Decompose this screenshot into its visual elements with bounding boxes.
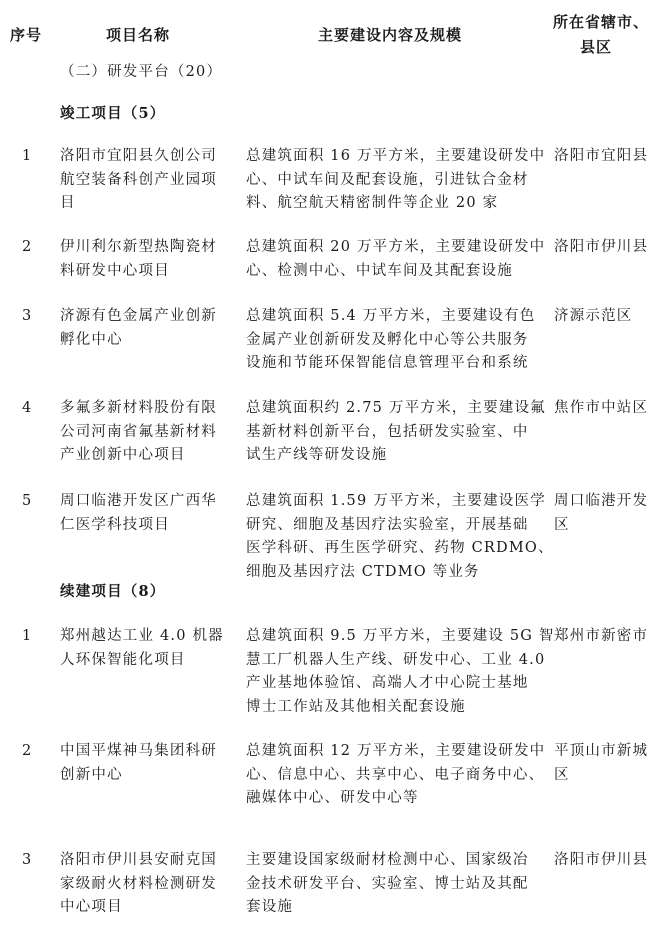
project-name-line: 周口临港开发区广西华 — [60, 493, 217, 509]
content-line: 慧工厂机器人生产线、研发中心、工业 4.0 — [246, 651, 546, 668]
project-name-line: 郑州越达工业 4.0 机器 — [60, 628, 224, 644]
row-seq: 5 — [22, 493, 33, 509]
content-line: 研究、细胞及基因疗法实验室，开展基础 — [246, 516, 529, 533]
project-name-line: 济源有色金属产业创新 — [60, 308, 217, 324]
header-location-line2: 县区 — [580, 38, 613, 56]
row-seq: 3 — [22, 852, 33, 868]
content-line: 总建筑面积 12 万平方米，主要建设研发中 — [246, 743, 546, 759]
project-name-line: 孵化中心 — [60, 331, 123, 348]
content-line: 设施和节能环保智能信息管理平台和系统 — [246, 355, 529, 371]
content-line: 总建筑面积约 2.75 万平方米，主要建设氟 — [246, 400, 546, 416]
group-title-continuing: 续建项目（8） — [60, 583, 166, 600]
content-line: 料、航空航天精密制件等企业 20 家 — [246, 195, 499, 211]
content-line: 融媒体中心、研发中心等 — [246, 790, 419, 806]
location-line: 洛阳市伊川县 — [554, 239, 649, 255]
row-seq: 3 — [22, 308, 33, 324]
content-line: 总建筑面积 1.59 万平方米，主要建设医学 — [246, 493, 546, 509]
project-name-line: 中国平煤神马集团科研 — [60, 743, 217, 759]
location-line: 郑州市新密市 — [554, 628, 649, 644]
content-line: 细胞及基因疗法 CTDMO 等业务 — [246, 563, 480, 580]
project-name-line: 伊川利尔新型热陶瓷材 — [60, 239, 217, 255]
project-name-line: 中心项目 — [60, 899, 123, 915]
location-line: 区 — [554, 766, 570, 783]
content-line: 金技术研发平台、实验室、博士站及其配 — [246, 875, 529, 892]
content-line: 博士工作站及其他相关配套设施 — [246, 698, 466, 715]
location-line: 平顶山市新城 — [554, 743, 649, 759]
location-line: 洛阳市伊川县 — [554, 852, 649, 868]
location-line: 洛阳市宜阳县 — [554, 148, 649, 164]
content-line: 主要建设国家级耐材检测中心、国家级冶 — [246, 852, 529, 868]
project-name-line: 家级耐火材料检测研发 — [60, 875, 217, 892]
header-location-line1: 所在省辖市、 — [553, 13, 650, 31]
header-seq: 序号 — [10, 26, 43, 44]
location-line: 济源示范区 — [554, 308, 633, 324]
content-line: 心、信息中心、共享中心、电子商务中心、 — [246, 766, 545, 783]
project-name-line: 目 — [60, 195, 76, 211]
content-line: 总建筑面积 9.5 万平方米，主要建设 5G 智 — [246, 628, 555, 644]
project-name-line: 料研发中心项目 — [60, 262, 170, 279]
project-name-line: 人环保智能化项目 — [60, 651, 186, 668]
content-line: 产业基地体验馆、高端人才中心院士基地 — [246, 675, 529, 691]
content-line: 总建筑面积 5.4 万平方米，主要建设有色 — [246, 308, 536, 324]
content-line: 基新材料创新平台，包括研发实验室、中 — [246, 423, 529, 440]
section-title: （二）研发平台（20） — [60, 64, 223, 80]
row-seq: 2 — [22, 239, 33, 255]
content-line: 心、检测中心、中试车间及其配套设施 — [246, 262, 513, 279]
content-line: 总建筑面积 16 万平方米，主要建设研发中 — [246, 148, 546, 164]
header-name: 项目名称 — [106, 26, 171, 44]
location-line: 周口临港开发 — [554, 493, 649, 509]
row-seq: 2 — [22, 743, 33, 759]
row-seq: 1 — [22, 628, 33, 644]
project-name-line: 航空装备科创产业园项 — [60, 171, 217, 188]
project-name-line: 洛阳市宜阳县久创公司 — [60, 148, 217, 164]
project-name-line: 仁医学科技项目 — [60, 516, 170, 533]
content-line: 试生产线等研发设施 — [246, 447, 388, 463]
content-line: 心、中试车间及配套设施，引进钛合金材 — [246, 171, 529, 188]
row-seq: 1 — [22, 148, 33, 164]
location-line: 区 — [554, 516, 570, 533]
content-line: 总建筑面积 20 万平方米，主要建设研发中 — [246, 239, 546, 255]
project-name-line: 产业创新中心项目 — [60, 447, 186, 463]
content-line: 金属产业创新研发及孵化中心等公共服务 — [246, 331, 529, 348]
location-line: 焦作市中站区 — [554, 400, 649, 416]
project-name-line: 创新中心 — [60, 766, 123, 783]
project-name-line: 洛阳市伊川县安耐克国 — [60, 852, 217, 868]
project-name-line: 公司河南省氟基新材料 — [60, 423, 217, 440]
group-title-completed: 竣工项目（5） — [60, 105, 166, 122]
row-seq: 4 — [22, 400, 33, 416]
content-line: 套设施 — [246, 899, 294, 915]
project-name-line: 多氟多新材料股份有限 — [60, 400, 217, 416]
content-line: 医学科研、再生医学研究、药物 CRDMO、 — [246, 540, 554, 556]
header-content: 主要建设内容及规模 — [318, 26, 463, 44]
